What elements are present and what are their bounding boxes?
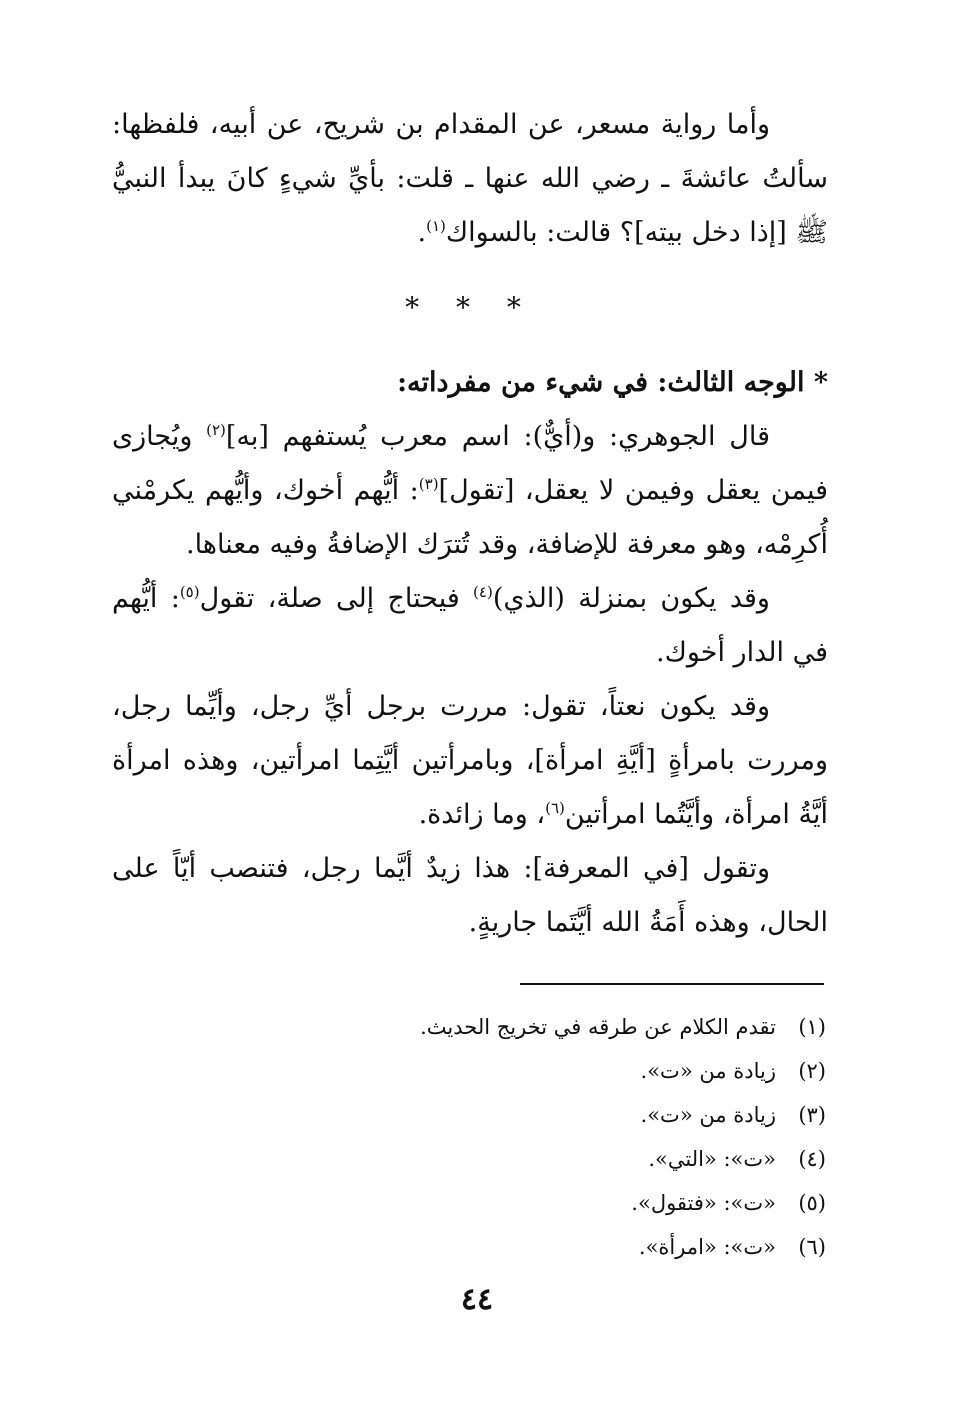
- footnote-ref-1[interactable]: (١): [426, 217, 446, 235]
- paragraph-text: وقد يكون نعتاً، تقول: مررت برجل أيِّ رجل، وأيِّما رجل، ومررت بامرأةٍ [أيَّةِ امرأة]، وبامرأتين أيَّتِما امرأتين، وهذه امرأة أيَّةُ امرأة، وأيَّتُما امرأتين: [112, 691, 828, 830]
- footnotes: [330, 1005, 826, 1269]
- paragraph-text: ويُجازى فيمن يعقل وفيمن لا يعقل، [تقول]: [112, 421, 828, 506]
- paragraph-text: قال الجوهري: و(أيٌّ): اسم معرب يُستفهم [به]: [225, 421, 770, 452]
- paragraph-marifa: وتقول [في المعرفة]: هذا زيدٌ أيَّما رجل، فتنصب أيّاً على الحال، وهذه أَمَةُ الله أيَّتَما جاريةٍ.: [112, 853, 828, 938]
- paragraph-riwaya: [112, 98, 828, 260]
- footnote-text: «ت»: «التي».: [648, 1147, 776, 1171]
- footnote-text: «ت»: «فتقول».: [631, 1191, 776, 1215]
- footnote-text: «ت»: «امرأة».: [638, 1235, 776, 1259]
- paragraph-text: : أيُّهم أخوك، وأيُّهم يكرمْني أُكرِمْه، وهو معرفة للإضافة، وقد تُترَك الإضافةُ وفيه معناها.: [112, 475, 828, 560]
- footnote-divider: [520, 983, 824, 985]
- paragraph-text: وقد يكون بمنزلة (الذي): [492, 583, 770, 614]
- footnote-item: [330, 1225, 826, 1269]
- section-heading: * الوجه الثالث: في شيء من مفرداته:: [397, 367, 828, 398]
- footnote-ref-6[interactable]: (٦): [545, 799, 565, 817]
- paragraph-text: فيحتاج إلى صلة، تقول: [199, 583, 474, 614]
- footnote-item: [330, 1181, 826, 1225]
- paragraph-alladhi: [112, 572, 828, 680]
- footnote-text: تقدم الكلام عن طرقه في تخريج الحديث.: [420, 1015, 776, 1039]
- section-separator: * * *: [405, 291, 535, 324]
- footnote-text: زيادة من «ت».: [640, 1103, 776, 1127]
- footnote-ref-2[interactable]: (٢): [206, 421, 226, 439]
- footnote-item: [330, 1093, 826, 1137]
- main-text: [112, 98, 828, 950]
- paragraph-text: وأما رواية مسعر، عن المقدام بن شريح، عن أبيه، فلفظها: سألتُ عائشةَ ـ رضي الله عنها ـ قلت: بأيِّ شيءٍ كانَ يبدأ النبيُّ ﷺ [إذا دخل بيته]؟ قالت: بالسواك: [112, 109, 828, 248]
- footnote-text: زيادة من «ت».: [640, 1059, 776, 1083]
- paragraph-text: : أيُّهم في الدار أخوك.: [112, 583, 828, 668]
- footnote-ref-3[interactable]: (٣): [418, 475, 439, 493]
- footnote-item: [330, 1137, 826, 1181]
- footnote-ref-4[interactable]: (٤): [473, 583, 493, 601]
- footnote-number: (٢): [798, 1059, 826, 1083]
- page-number: ٤٤: [460, 1282, 494, 1317]
- footnote-number: (١): [798, 1015, 826, 1039]
- footnote-item: [330, 1005, 826, 1049]
- footnote-number: (٤): [798, 1147, 826, 1171]
- footnote-number: (٥): [798, 1191, 826, 1215]
- footnote-number: (٣): [798, 1103, 826, 1127]
- footnote-number: (٦): [798, 1235, 826, 1259]
- paragraph-text: ، وما زائدة.: [418, 799, 546, 830]
- paragraph-naat: [112, 680, 828, 842]
- footnote-item: [330, 1049, 826, 1093]
- footnote-ref-5[interactable]: (٥): [179, 583, 200, 601]
- paragraph-tail: .: [417, 217, 427, 248]
- paragraph-jawhari: [112, 410, 828, 572]
